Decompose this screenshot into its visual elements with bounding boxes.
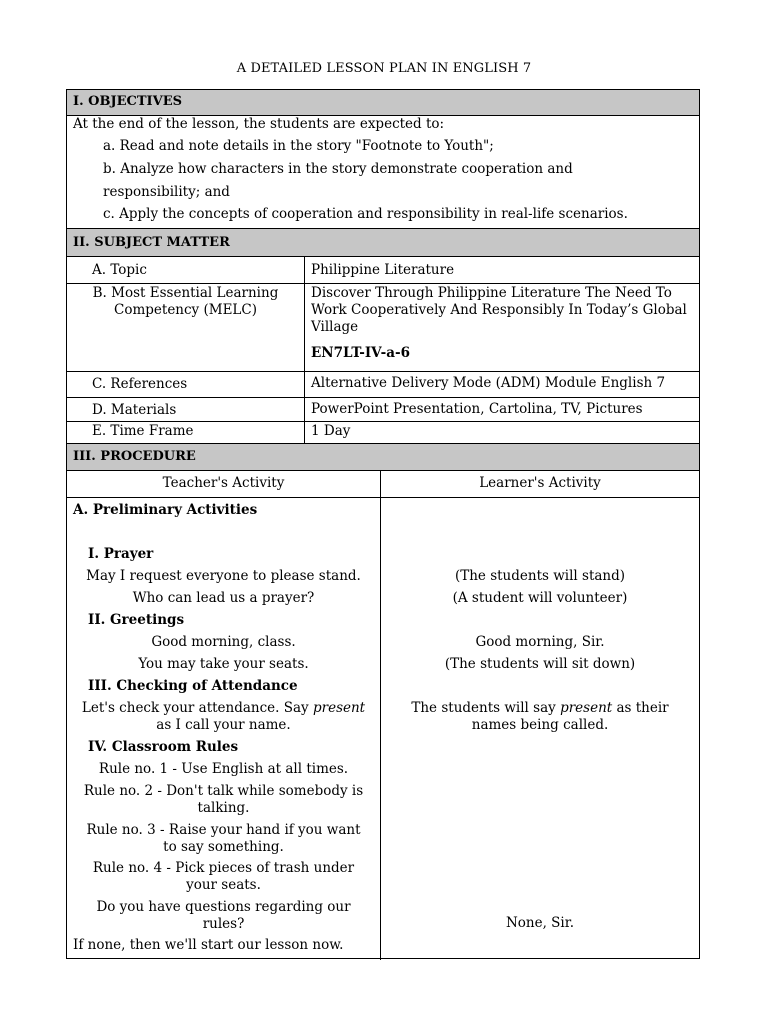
teacher-line: Who can lead us a prayer? <box>132 590 315 606</box>
objective-item: c. Apply the concepts of cooperation and responsibility in real-life scenarios. <box>103 206 628 222</box>
rule-item: your seats. <box>186 877 261 893</box>
emphasis-text: present <box>312 700 366 716</box>
teacher-line: If none, then we'll start our lesson now. <box>73 937 344 953</box>
row-divider <box>67 371 699 372</box>
row-divider <box>67 397 699 398</box>
procedure-heading: III. PROCEDURE <box>67 443 699 471</box>
learner-line: (The students will stand) <box>454 568 626 584</box>
materials-value: PowerPoint Presentation, Cartolina, TV, Pictures <box>311 401 643 417</box>
objective-item: responsibility; and <box>103 184 230 200</box>
teacher-text: Let's check your attendance. Say <box>81 700 313 716</box>
lesson-plan-table <box>66 89 700 959</box>
document-title: A DETAILED LESSON PLAN IN ENGLISH 7 <box>236 61 532 76</box>
preliminary-activities-heading: A. Preliminary Activities <box>73 502 258 518</box>
attendance-heading: III. Checking of Attendance <box>88 678 298 694</box>
melc-label-line: B. Most Essential Learning <box>92 285 279 301</box>
topic-value: Philippine Literature <box>311 262 455 278</box>
row-divider <box>67 421 699 422</box>
teacher-line: as I call your name. <box>156 717 291 733</box>
learner-text: as their <box>612 700 669 716</box>
rule-item: talking. <box>197 800 250 816</box>
objectives-intro: At the end of the lesson, the students are expected to: <box>73 116 445 132</box>
melc-label-line: Competency (MELC) <box>114 302 257 318</box>
learner-line: (A student will volunteer) <box>452 590 628 606</box>
rule-item: Rule no. 3 - Raise your hand if you want <box>86 822 361 838</box>
row-divider <box>67 497 699 498</box>
classroom-rules-heading: IV. Classroom Rules <box>88 739 239 755</box>
subject-matter-heading: II. SUBJECT MATTER <box>67 228 699 257</box>
teacher-line: rules? <box>202 916 245 932</box>
teacher-line: Good morning, class. <box>151 634 296 650</box>
topic-label: A. Topic <box>92 262 147 278</box>
learner-line: Good morning, Sir. <box>475 634 605 650</box>
emphasis-text: present <box>560 700 613 716</box>
materials-label: D. Materials <box>92 402 177 418</box>
teacher-line: May I request everyone to please stand. <box>86 568 361 584</box>
objective-item: a. Read and note details in the story "Footnote to Youth"; <box>103 138 494 154</box>
rule-item: Rule no. 4 - Pick pieces of trash under <box>92 860 355 876</box>
learner-line: names being called. <box>471 717 609 733</box>
melc-label <box>67 285 304 319</box>
melc-code: EN7LT-IV-a-6 <box>311 345 410 361</box>
rule-item: to say something. <box>163 839 284 855</box>
greetings-heading: II. Greetings <box>88 612 185 628</box>
references-label: C. References <box>92 376 188 392</box>
time-frame-value: 1 Day <box>311 423 351 439</box>
teacher-line: You may take your seats. <box>138 656 309 672</box>
learner-line: (The students will sit down) <box>444 656 636 672</box>
references-value: Alternative Delivery Mode (ADM) Module English 7 <box>311 375 666 391</box>
objective-item: b. Analyze how characters in the story demonstrate cooperation and <box>103 161 573 177</box>
melc-value: Discover Through Philippine Literature The Need To Work Cooperatively And Responsibly In Today’s Global Village <box>311 285 687 335</box>
learner-column-header: Learner's Activity <box>479 475 601 491</box>
teacher-column-header: Teacher's Activity <box>162 475 285 491</box>
learner-line: None, Sir. <box>505 915 575 931</box>
teacher-line <box>67 700 380 716</box>
teacher-line: Do you have questions regarding our <box>96 899 351 915</box>
time-frame-label: E. Time Frame <box>92 423 194 439</box>
objectives-heading: I. OBJECTIVES <box>67 90 699 116</box>
learner-line <box>381 700 699 716</box>
subject-matter-divider <box>304 256 305 444</box>
learner-text: The students will say <box>411 700 561 716</box>
prayer-heading: I. Prayer <box>88 546 154 562</box>
rule-item: Rule no. 1 - Use English at all times. <box>98 761 349 777</box>
row-divider <box>67 283 699 284</box>
rule-item: Rule no. 2 - Don't talk while somebody is <box>83 783 364 799</box>
